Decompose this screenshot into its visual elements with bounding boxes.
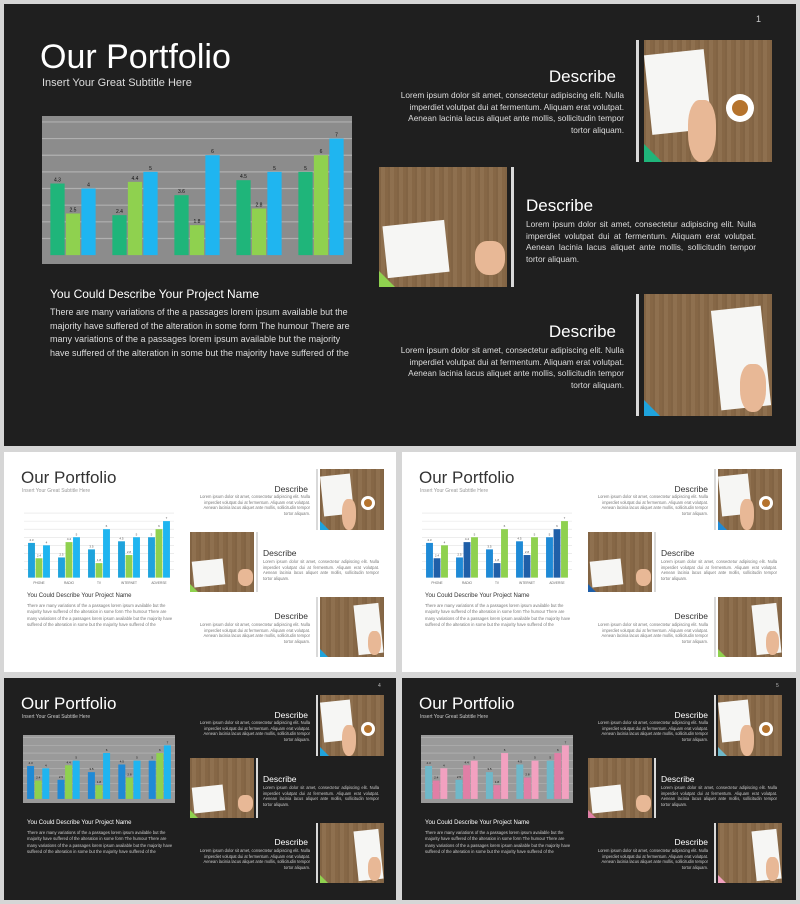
category-label: PHONE — [431, 581, 443, 585]
accent-corner — [320, 747, 329, 756]
accent-corner — [320, 875, 328, 883]
describe-body-1: Lorem ipsum dolor sit amet, consectetur adipiscing elit. Nulla imperdiet volutpat dui at fermentum. Aliquam erat volutpat. Aenean lacinia lacus aliquet ante mollis, sollicitudin tempor tortor aliquam. — [400, 90, 624, 135]
bar — [143, 172, 157, 255]
bar — [486, 549, 493, 577]
coffee-cup — [361, 722, 375, 736]
data-label: 7 — [166, 740, 169, 745]
data-label: 4.3 — [426, 761, 431, 766]
hand — [475, 241, 505, 275]
desk-photo-hand — [588, 532, 652, 592]
chart-paper — [382, 220, 449, 278]
bar — [96, 785, 103, 799]
hand — [368, 631, 381, 655]
data-label: 6 — [556, 524, 558, 529]
describe-heading-3: Describe — [674, 837, 708, 847]
data-label: 4.4 — [464, 537, 470, 542]
bar — [516, 764, 523, 798]
data-label: 4.5 — [240, 174, 247, 181]
desk-photo-finger — [718, 823, 782, 883]
data-label: 4.4 — [464, 760, 469, 765]
bar — [174, 195, 188, 255]
bar — [463, 765, 470, 799]
bar — [134, 761, 141, 799]
bar — [464, 542, 471, 578]
bar — [236, 180, 250, 255]
hand — [766, 857, 779, 881]
bar — [501, 529, 508, 577]
bar — [456, 780, 463, 799]
slide-title: Our Portfolio — [21, 468, 117, 487]
data-label: 5 — [304, 165, 307, 172]
data-label: 2.8 — [255, 202, 263, 209]
desk-photo-finger — [320, 823, 384, 883]
slide-5 — [402, 678, 796, 900]
describe-body-1: Lorem ipsum dolor sit amet, consectetur adipiscing elit. Nulla imperdiet volutpat dui at fermentum. Aliquam erat volutpat. Aenean lacinia lacus aliquet ante mollis, sollicitudin tempor tortor aliquam. — [597, 494, 708, 517]
accent-corner — [644, 144, 662, 162]
project-description: There are many variations of the a passages lorem ipsum available but the majority have suffered of the alteration in some form The humour There are many variations of the a passages lorem ipsum available but the majority have suffered of the alteration in some but the majority have suffered of the — [50, 307, 350, 358]
describe-heading-3: Describe — [274, 611, 308, 621]
bar — [36, 558, 43, 577]
project-name: You Could Describe Your Project Name — [50, 287, 260, 301]
data-label: 3.6 — [178, 189, 185, 196]
hand — [342, 725, 356, 756]
category-label: INTERNET — [121, 581, 137, 585]
page-number: 5 — [776, 683, 779, 689]
category-label: ADVERSE — [151, 581, 167, 585]
slide-title: Our Portfolio — [419, 694, 515, 713]
project-description: There are many variations of the a passages lorem ipsum available but the majority have suffered of the alteration in some form The humour There are many variations of the a passages lorem ipsum available but the majority have suffered of the alteration in some but the majority have suffered of the — [27, 603, 173, 627]
data-label: 5 — [534, 755, 536, 760]
slide-2 — [4, 452, 396, 672]
bar — [440, 768, 447, 799]
data-label: 5 — [75, 532, 78, 537]
bar — [50, 184, 64, 256]
describe-heading-2: Describe — [661, 774, 695, 784]
data-label: 1.8 — [494, 780, 500, 785]
slide-title: Our Portfolio — [419, 468, 515, 487]
bar — [81, 189, 95, 256]
accent-corner — [379, 271, 395, 287]
accent-corner — [718, 875, 726, 883]
bar — [561, 521, 568, 578]
bar — [58, 780, 65, 799]
data-label: 6 — [105, 524, 108, 529]
bar — [546, 537, 553, 577]
bar — [314, 155, 328, 255]
accent-divider — [256, 758, 258, 818]
describe-body-3: Lorem ipsum dolor sit amet, consectetur adipiscing elit. Nulla imperdiet volutpat dui at fermentum. Aliquam erat volutpat. Aenean lacinia lacus aliquet ante mollis, sollicitudin tempor tortor aliquam. — [400, 345, 624, 390]
bar — [501, 753, 508, 799]
data-label: 6 — [556, 748, 559, 753]
data-label: 2.5 — [457, 552, 462, 557]
describe-heading-1: Describe — [548, 67, 616, 86]
accent-divider — [636, 294, 639, 416]
describe-heading-1: Describe — [674, 484, 708, 494]
data-label: 5 — [75, 755, 78, 760]
project-description: There are many variations of the a passages lorem ipsum available but the majority have suffered of the alteration in some form The humour There are many variations of the a passages lorem ipsum available but the majority have suffered of the alteration in some but the majority have suffered of the — [425, 603, 571, 627]
data-label: 5 — [473, 532, 476, 537]
data-label: 4.3 — [427, 537, 432, 542]
bar — [471, 537, 478, 577]
accent-divider — [714, 823, 716, 883]
bar — [118, 764, 125, 798]
category-label: PHONE — [33, 581, 45, 585]
bar — [112, 215, 126, 255]
project-name: You Could Describe Your Project Name — [425, 593, 530, 599]
accent-divider — [654, 532, 656, 592]
bar-chart — [421, 735, 573, 803]
bar — [456, 557, 463, 577]
slide-3 — [402, 452, 796, 672]
slide-1 — [4, 4, 796, 446]
accent-divider — [316, 823, 318, 883]
bar — [43, 545, 50, 577]
describe-body-3: Lorem ipsum dolor sit amet, consectetur adipiscing elit. Nulla imperdiet volutpat dui at fermentum. Aliquam erat volutpat. Aenean lacinia lacus aliquet ante mollis, sollicitudin tempor tortor aliquam. — [597, 848, 708, 871]
accent-divider — [316, 469, 318, 530]
data-label: 2.8 — [126, 550, 132, 555]
bar — [164, 745, 171, 799]
data-label: 7 — [335, 132, 338, 139]
data-label: 2.5 — [456, 774, 462, 779]
bar — [156, 529, 163, 577]
data-label: 2.8 — [524, 550, 530, 555]
accent-corner — [718, 747, 727, 756]
bar — [103, 529, 110, 577]
page-number: 1 — [756, 14, 762, 24]
describe-body-2: Lorem ipsum dolor sit amet, consectetur adipiscing elit. Nulla imperdiet volutpat dui at fermentum. Aliquam erat volutpat. Aenean lacinia lacus aliquet ante mollis, sollicitudin tempor tortor aliquam. — [661, 785, 777, 808]
bar — [163, 521, 170, 578]
desk-photo-finger — [718, 597, 782, 657]
project-name: You Could Describe Your Project Name — [27, 820, 132, 826]
data-label: 6 — [319, 149, 323, 156]
desk-photo-hand — [190, 532, 254, 592]
accent-corner — [190, 584, 198, 592]
data-label: 4.5 — [119, 759, 124, 764]
bar — [88, 772, 95, 799]
describe-body-1: Lorem ipsum dolor sit amet, consectetur adipiscing elit. Nulla imperdiet volutpat dui at fermentum. Aliquam erat volutpat. Aenean lacinia lacus aliquet ante mollis, sollicitudin tempor tortor aliquam. — [199, 720, 310, 743]
bar — [547, 761, 554, 799]
category-label: RADIO — [461, 581, 473, 585]
data-label: 5 — [136, 755, 138, 760]
data-label: 2.4 — [36, 553, 42, 558]
bar — [531, 537, 538, 577]
data-label: 7 — [563, 516, 566, 521]
hand — [688, 100, 716, 162]
bar — [441, 545, 448, 577]
desk-photo-hand — [588, 758, 652, 818]
project-description: There are many variations of the a passages lorem ipsum available but the majority have suffered of the alteration in some form The humour There are many variations of the a passages lorem ipsum available but the majority have suffered of the alteration in some but the majority have suffered of the — [27, 830, 173, 854]
data-label: 2.4 — [434, 553, 440, 558]
bar — [329, 139, 343, 256]
data-label: 5 — [273, 165, 276, 172]
accent-divider — [654, 758, 656, 818]
bar — [267, 172, 281, 255]
desk-photo-hand — [379, 167, 507, 287]
hand — [740, 725, 754, 756]
bar — [554, 529, 561, 577]
data-label: 5 — [548, 532, 551, 537]
bar — [494, 563, 501, 578]
hand — [740, 499, 754, 530]
bar — [103, 753, 110, 799]
slide-subtitle: Insert Your Great Subtitle Here — [22, 488, 91, 494]
data-label: 6 — [211, 149, 214, 156]
data-label: 3.5 — [89, 544, 94, 549]
describe-heading-3: Describe — [548, 322, 616, 341]
describe-body-2: Lorem ipsum dolor sit amet, consectetur adipiscing elit. Nulla imperdiet volutpat dui at fermentum. Aliquam erat volutpat. Aenean lacinia lacus aliquet ante mollis, sollicitudin tempor tortor aliquam. — [526, 219, 756, 264]
page-number: 4 — [378, 683, 381, 689]
data-label: 4.5 — [119, 536, 124, 541]
describe-body-2: Lorem ipsum dolor sit amet, consectetur adipiscing elit. Nulla imperdiet volutpat dui at fermentum. Aliquam erat volutpat. Aenean lacinia lacus aliquet ante mollis, sollicitudin tempor tortor aliquam. — [263, 785, 379, 808]
slide-title: Our Portfolio — [21, 694, 117, 713]
data-label: 4 — [442, 763, 445, 768]
describe-heading-2: Describe — [526, 196, 594, 215]
bar — [118, 541, 125, 577]
bar — [148, 537, 155, 577]
bar — [190, 225, 204, 255]
coffee-cup — [759, 496, 773, 510]
hand — [636, 795, 651, 812]
hand — [342, 499, 356, 530]
describe-heading-3: Describe — [274, 837, 308, 847]
bar — [516, 541, 523, 577]
data-label: 4.3 — [54, 177, 61, 184]
accent-corner — [718, 649, 726, 657]
bar — [42, 768, 49, 799]
slide-subtitle: Insert Your Great Subtitle Here — [420, 488, 489, 494]
data-label: 4.4 — [131, 175, 139, 182]
data-label: 6 — [158, 748, 161, 753]
describe-body-3: Lorem ipsum dolor sit amet, consectetur adipiscing elit. Nulla imperdiet volutpat dui at fermentum. Aliquam erat volutpat. Aenean lacinia lacus aliquet ante mollis, sollicitudin tempor tortor aliquam. — [199, 622, 310, 645]
accent-corner — [718, 521, 727, 530]
bar — [128, 182, 142, 255]
desk-photo-cup — [644, 40, 772, 162]
bar — [494, 785, 501, 799]
accent-corner — [588, 810, 596, 818]
data-label: 6 — [105, 748, 108, 753]
accent-divider — [714, 469, 716, 530]
accent-divider — [256, 532, 258, 592]
project-name: You Could Describe Your Project Name — [27, 593, 132, 599]
data-label: 2.5 — [69, 207, 77, 214]
category-label: INTERNET — [519, 581, 535, 585]
data-label: 4.3 — [28, 761, 33, 766]
slide-4 — [4, 678, 396, 900]
desk-photo-cup — [718, 469, 782, 530]
project-description: There are many variations of the a passages lorem ipsum available but the majority have suffered of the alteration in some form The humour There are many variations of the a passages lorem ipsum available but the majority have suffered of the alteration in some but the majority have suffered of the — [425, 830, 571, 854]
bar — [28, 543, 35, 578]
desk-photo-finger — [644, 294, 772, 416]
data-label: 3.5 — [487, 544, 492, 549]
data-label: 2.4 — [434, 775, 439, 780]
hand — [766, 631, 779, 655]
describe-heading-1: Describe — [274, 710, 308, 720]
bar — [433, 781, 440, 799]
data-label: 7 — [564, 740, 567, 745]
bar — [471, 761, 478, 799]
describe-body-1: Lorem ipsum dolor sit amet, consectetur adipiscing elit. Nulla imperdiet volutpat dui at fermentum. Aliquam erat volutpat. Aenean lacinia lacus aliquet ante mollis, sollicitudin tempor tortor aliquam. — [199, 494, 310, 517]
desk-photo-finger — [320, 597, 384, 657]
bar — [88, 549, 95, 577]
hand — [238, 795, 253, 812]
slide-subtitle: Insert Your Great Subtitle Here — [420, 714, 489, 720]
bar — [426, 543, 433, 578]
bar-chart — [24, 510, 174, 586]
bar — [252, 209, 266, 256]
bar — [554, 753, 561, 799]
bar — [58, 557, 65, 577]
bar — [205, 155, 219, 255]
data-label: 2.8 — [525, 772, 530, 777]
accent-divider — [714, 695, 716, 756]
data-label: 2.5 — [59, 552, 64, 557]
bar — [73, 537, 80, 577]
data-label: 4 — [44, 763, 47, 768]
data-label: 4.3 — [29, 537, 34, 542]
data-label: 4.4 — [66, 537, 72, 542]
accent-divider — [511, 167, 514, 287]
data-label: 2.4 — [116, 209, 123, 216]
data-label: 5 — [150, 532, 153, 537]
bar — [149, 761, 156, 799]
describe-heading-1: Describe — [674, 710, 708, 720]
coffee-cup — [726, 94, 754, 122]
bar-chart — [422, 510, 572, 586]
bar-chart — [42, 116, 352, 264]
describe-heading-2: Describe — [263, 774, 297, 784]
bar — [425, 766, 432, 799]
data-label: 5 — [149, 165, 152, 172]
bar — [27, 766, 34, 799]
bar — [73, 761, 80, 799]
data-label: 4.4 — [66, 760, 71, 765]
data-label: 2.5 — [58, 774, 64, 779]
bar — [66, 213, 80, 255]
data-label: 4 — [443, 540, 446, 545]
slide-title: Our Portfolio — [40, 38, 231, 76]
accent-divider — [714, 597, 716, 657]
describe-body-3: Lorem ipsum dolor sit amet, consectetur adipiscing elit. Nulla imperdiet volutpat dui at fermentum. Aliquam erat volutpat. Aenean lacinia lacus aliquet ante mollis, sollicitudin tempor tortor aliquam. — [597, 622, 708, 645]
bar — [434, 558, 441, 577]
describe-heading-2: Describe — [661, 548, 695, 558]
describe-body-2: Lorem ipsum dolor sit amet, consectetur adipiscing elit. Nulla imperdiet volutpat dui at fermentum. Aliquam erat volutpat. Aenean lacinia lacus aliquet ante mollis, sollicitudin tempor tortor aliquam. — [661, 559, 777, 582]
bar — [298, 172, 312, 255]
describe-body-3: Lorem ipsum dolor sit amet, consectetur adipiscing elit. Nulla imperdiet volutpat dui at fermentum. Aliquam erat volutpat. Aenean lacinia lacus aliquet ante mollis, sollicitudin tempor tortor aliquam. — [199, 848, 310, 871]
accent-divider — [316, 597, 318, 657]
bar — [133, 537, 140, 577]
category-label: ADVERSE — [549, 581, 565, 585]
accent-divider — [636, 40, 639, 162]
slide-subtitle: Insert Your Great Subtitle Here — [22, 714, 91, 720]
data-label: 4 — [87, 182, 90, 189]
data-label: 5 — [473, 755, 476, 760]
bar — [532, 761, 539, 799]
describe-heading-1: Describe — [274, 484, 308, 494]
desk-photo-hand — [190, 758, 254, 818]
bar — [126, 778, 133, 799]
data-label: 6 — [503, 524, 506, 529]
desk-photo-cup — [718, 695, 782, 756]
hand — [238, 569, 253, 586]
bar-chart — [23, 735, 175, 803]
data-label: 1.8 — [96, 780, 102, 785]
hand — [740, 364, 766, 412]
hand — [368, 857, 381, 881]
describe-body-1: Lorem ipsum dolor sit amet, consectetur adipiscing elit. Nulla imperdiet volutpat dui at fermentum. Aliquam erat volutpat. Aenean lacinia lacus aliquet ante mollis, sollicitudin tempor tortor aliquam. — [597, 720, 708, 743]
category-label: TV — [96, 581, 102, 585]
data-label: 5 — [151, 755, 154, 760]
category-label: TV — [494, 581, 500, 585]
data-label: 1.8 — [193, 219, 201, 226]
data-label: 2.8 — [127, 772, 132, 777]
describe-heading-2: Describe — [263, 548, 297, 558]
data-label: 5 — [549, 755, 552, 760]
data-label: 7 — [165, 516, 168, 521]
bar — [96, 563, 103, 578]
data-label: 4.5 — [517, 536, 522, 541]
desk-photo-cup — [320, 695, 384, 756]
accent-corner — [190, 810, 198, 818]
bar — [66, 542, 73, 578]
describe-body-2: Lorem ipsum dolor sit amet, consectetur adipiscing elit. Nulla imperdiet volutpat dui at fermentum. Aliquam erat volutpat. Aenean lacinia lacus aliquet ante mollis, sollicitudin tempor tortor aliquam. — [263, 559, 379, 582]
data-label: 1.8 — [96, 558, 102, 563]
bar — [524, 778, 531, 799]
describe-heading-3: Describe — [674, 611, 708, 621]
data-label: 6 — [503, 748, 506, 753]
data-label: 2.4 — [36, 775, 41, 780]
data-label: 4.5 — [517, 759, 522, 764]
accent-corner — [320, 521, 329, 530]
bar — [65, 765, 72, 799]
data-label: 3.5 — [487, 767, 492, 772]
data-label: 5 — [533, 532, 536, 537]
data-label: 4 — [45, 540, 48, 545]
hand — [636, 569, 651, 586]
accent-corner — [644, 400, 660, 416]
bar — [524, 555, 531, 578]
desk-photo-cup — [320, 469, 384, 530]
project-name: You Could Describe Your Project Name — [425, 820, 530, 826]
accent-corner — [588, 584, 596, 592]
coffee-cup — [759, 722, 773, 736]
slide-subtitle: Insert Your Great Subtitle Here — [42, 77, 192, 89]
data-label: 5 — [135, 532, 138, 537]
data-label: 1.8 — [494, 558, 500, 563]
data-label: 3.5 — [89, 767, 94, 772]
bar — [126, 555, 133, 578]
bar — [486, 772, 493, 799]
accent-corner — [320, 649, 328, 657]
bar — [35, 781, 42, 799]
coffee-cup — [361, 496, 375, 510]
data-label: 6 — [158, 524, 160, 529]
bar — [562, 745, 569, 799]
category-label: RADIO — [63, 581, 75, 585]
bar — [156, 753, 163, 799]
accent-divider — [316, 695, 318, 756]
